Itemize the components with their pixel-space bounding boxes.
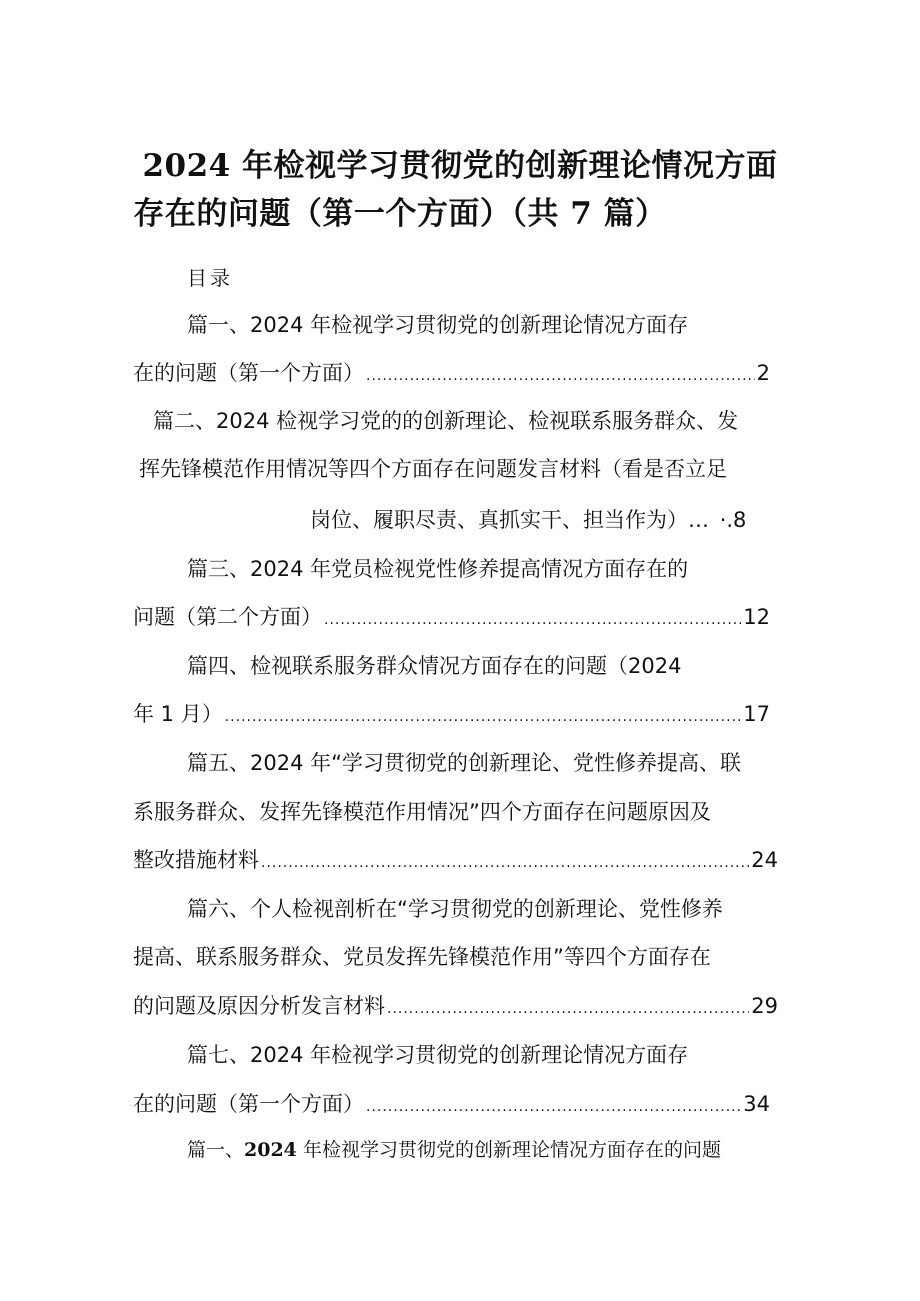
toc-entry-1-line-2 (133, 358, 770, 391)
toc-entry-5-line-2: 系服务群众、发挥先锋模范作用情况”四个方面存在问题原因及 (133, 800, 711, 824)
toc-leader-dots (366, 1092, 741, 1122)
toc-entry-4-text: 年 1 月） (133, 702, 223, 726)
toc-entry-6-page: 29 (751, 994, 778, 1018)
section-1-heading-prefix: 篇一、 (187, 1139, 245, 1161)
toc-entry-2-text: 岗位、履职尽责、真抓实干、担当作为）… (310, 508, 709, 532)
document-title-line-1: 2024 年检视学习贯彻党的创新理论情况方面 (142, 148, 778, 184)
toc-leader-dots (387, 994, 749, 1024)
toc-entry-6-text: 的问题及原因分析发言材料 (133, 994, 385, 1018)
toc-entry-5-text: 整改措施材料 (133, 848, 259, 872)
toc-entry-3-text: 问题（第二个方面） (133, 605, 322, 629)
toc-entry-2-line-1: 篇二、2024 检视学习党的的创新理论、检视联系服务群众、发 (153, 409, 739, 433)
toc-entry-7-page: 34 (743, 1092, 770, 1116)
toc-entry-2-line-3 (310, 505, 746, 535)
toc-entry-1-line-1: 篇一、2024 年检视学习贯彻党的创新理论情况方面存 (187, 313, 689, 337)
toc-leader-dots (261, 848, 749, 878)
section-1-heading (187, 1135, 721, 1162)
toc-leader-dots (225, 702, 742, 732)
toc-entry-4-line-2 (133, 699, 770, 732)
toc-entry-7-line-2 (133, 1089, 770, 1122)
toc-entry-2-line-2: 挥先锋模范作用情况等四个方面存在问题发言材料（看是否立足 (139, 457, 727, 481)
toc-entry-4-line-1: 篇四、检视联系服务群众情况方面存在的问题（2024 (187, 654, 682, 678)
toc-entry-3-line-2 (133, 602, 770, 635)
toc-entry-2-page: ·.8 (719, 508, 747, 532)
toc-entry-7-line-1: 篇七、2024 年检视学习贯彻党的创新理论情况方面存 (187, 1043, 689, 1067)
toc-entry-7-text: 在的问题（第一个方面） (133, 1092, 364, 1116)
toc-entry-3-line-1: 篇三、2024 年党员检视党性修养提高情况方面存在的 (187, 557, 689, 581)
toc-entry-5-line-3 (133, 845, 778, 878)
toc-heading: 目录 (187, 266, 233, 290)
toc-entry-1-page: 2 (756, 361, 770, 385)
toc-entry-6-line-2: 提高、联系服务群众、党员发挥先锋模范作用”等四个方面存在 (133, 945, 711, 969)
toc-entry-5-line-1: 篇五、2024 年“学习贯彻党的创新理论、党性修养提高、联 (187, 751, 741, 775)
toc-entry-4-page: 17 (743, 702, 770, 726)
section-1-heading-year: 2024 (244, 1139, 297, 1161)
toc-entry-6-line-1: 篇六、个人检视剖析在“学习贯彻党的创新理论、党性修养 (187, 897, 723, 921)
toc-entry-5-page: 24 (751, 848, 778, 872)
toc-entry-1-text: 在的问题（第一个方面） (133, 361, 364, 385)
section-1-heading-rest: 年检视学习贯彻党的创新理论情况方面存在的问题 (296, 1139, 721, 1161)
toc-leader-dots (366, 361, 755, 391)
toc-entry-3-page: 12 (743, 605, 770, 629)
document-title-line-2: 存在的问题（第一个方面）（共 7 篇） (133, 196, 667, 232)
toc-entry-6-line-3 (133, 991, 778, 1024)
toc-leader-dots (324, 605, 741, 635)
